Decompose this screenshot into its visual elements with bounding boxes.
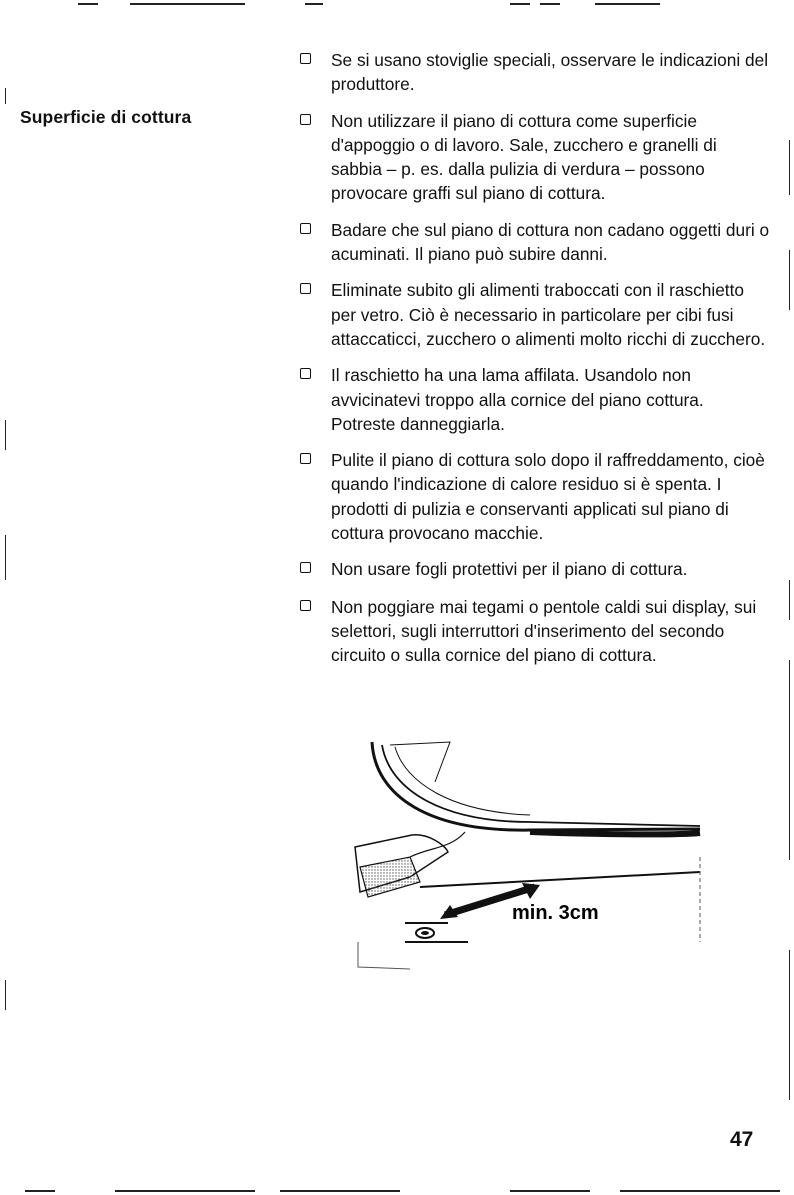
bullet-text: Non usare fogli protettivi per il piano di cottura. [331,559,688,580]
left-margin-mark [5,88,6,104]
checkbox-bullet-icon [300,53,311,64]
bullet-item [300,109,770,206]
bullet-text: Non utilizzare il piano di cottura come superficie d'appoggio o di lavoro. Sale, zucchero e granelli di sabbia – p. es. dalla pulizia di verdura – possono provocare graffi sul piano di cottura. [331,110,717,204]
bullet-text: Non poggiare mai tegami o pentole caldi sui display, sui selettori, sugli interruttori d'inserimento del secondo circuito o sulla cornice del piano di cottura. [331,596,757,666]
bullet-item [300,557,770,581]
bullet-text: Badare che sul piano di cottura non cadano oggetti duri o acuminati. Il piano può subire danni. [331,219,770,265]
checkbox-bullet-icon [300,562,311,573]
bullet-text: Pulite il piano di cottura solo dopo il raffreddamento, cioè quando l'indicazione di calore residuo si è spenta. I prodotti di pulizia e conservanti applicati sul piano di cottura provocano macchie. [331,450,765,544]
checkbox-bullet-icon [300,600,311,611]
bottom-rule [620,1190,780,1192]
top-rule [130,3,245,5]
bullet-item [300,363,770,436]
bottom-rule [25,1190,55,1192]
left-margin-mark [5,420,6,450]
top-rule [510,3,530,5]
checkbox-bullet-icon [300,114,311,125]
page-number: 47 [730,1128,754,1151]
checkbox-bullet-icon [300,223,311,234]
bullet-text: Il raschietto ha una lama affilata. Usandolo non avvicinatevi troppo alla cornice del piano cottura. Potreste danneggiarla. [331,365,704,434]
right-margin-mark [789,250,790,310]
checkbox-bullet-icon [300,283,311,294]
bullet-item [300,595,770,668]
top-rule [540,3,560,5]
bullet-text: Eliminate subito gli alimenti traboccati con il raschietto per vetro. Ciò è necessario in particolare per cibi fusi attaccaticci, zucchero o alimenti molto ricchi di zucchero. [331,280,766,349]
bullet-list [300,48,770,680]
right-margin-mark [789,660,790,860]
top-rule [595,3,660,5]
left-margin-mark [5,980,6,1010]
bottom-rule [115,1190,255,1192]
bottom-rule [280,1190,400,1192]
top-rule [78,3,98,5]
section-heading: Superficie di cottura [20,107,192,127]
bullet-text: Se si usano stoviglie speciali, osservare le indicazioni del produttore. [331,50,769,95]
right-margin-mark [789,580,790,620]
checkbox-bullet-icon [300,368,311,379]
bullet-item [300,218,770,267]
bullet-item [300,278,770,351]
checkbox-bullet-icon [300,453,311,464]
pan-on-cooktop-illustration [350,737,710,982]
bullet-item [300,448,770,545]
top-rule [305,3,323,5]
right-margin-mark [789,140,790,195]
left-margin-mark [5,535,6,580]
bottom-rule [510,1190,590,1192]
min-distance-label: min. 3cm [512,902,599,924]
right-margin-mark [789,950,790,1100]
bullet-item [300,48,770,97]
